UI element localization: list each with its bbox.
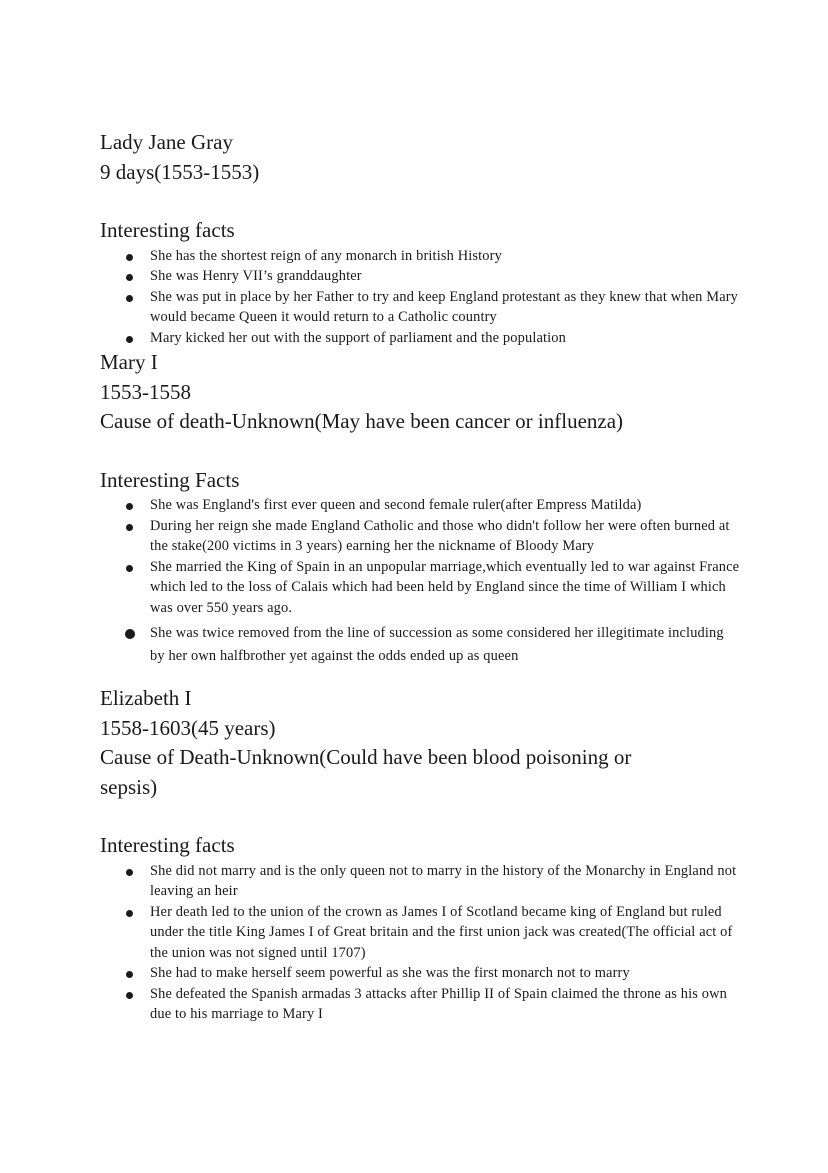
list-item: She has the shortest reign of any monarch in british History: [100, 246, 740, 267]
list-item: She had to make herself seem powerful as she was the first monarch not to marry: [100, 963, 740, 984]
bullet-icon: [126, 869, 133, 876]
bullet-icon: [126, 336, 133, 343]
section-lady-jane-gray: [100, 128, 740, 348]
facts-heading: Interesting facts: [100, 218, 235, 242]
list-item: She defeated the Spanish armadas 3 attacks after Phillip II of Spain claimed the throne as his own due to his marriage to Mary I: [100, 984, 740, 1025]
bullet-icon: [126, 274, 133, 281]
bullet-icon: [126, 565, 133, 572]
facts-list: [100, 861, 740, 1025]
monarch-name: Mary I: [100, 350, 158, 374]
cause-of-death: Cause of Death-Unknown(Could have been blood poisoning or sepsis): [100, 745, 632, 799]
facts-heading: Interesting facts: [100, 833, 235, 857]
bullet-icon: [126, 503, 133, 510]
facts-list: [100, 495, 740, 668]
reign-dates: 1553-1558: [100, 379, 191, 404]
list-item: Mary kicked her out with the support of parliament and the population: [100, 328, 740, 349]
spacer: [100, 668, 740, 684]
list-item: Her death led to the union of the crown as James I of Scotland became king of England but ruled under the title King James I of Great britain and the first union jack was created(The official act of the union was not signed until 1707): [100, 902, 740, 964]
bullet-icon: [126, 254, 133, 261]
cause-of-death: Cause of death-Unknown(May have been cancer or influenza): [100, 409, 624, 433]
reign-dates: 1558-1603(45 years): [100, 715, 276, 740]
spacer: [100, 437, 740, 466]
spacer: [100, 187, 740, 216]
section-elizabeth-i: [100, 684, 740, 1025]
facts-list: [100, 246, 740, 349]
bullet-icon: [126, 910, 133, 917]
bullet-icon: [126, 992, 133, 999]
list-item: She married the King of Spain in an unpopular marriage,which eventually led to war against France which led to the loss of Calais which had been held by England since the time of William I which was over 550 years ago.: [100, 557, 740, 619]
document-page: [100, 128, 740, 1025]
section-mary-i: [100, 348, 740, 668]
spacer: [100, 802, 740, 831]
list-item: She was twice removed from the line of succession as some considered her illegitimate including by her own halfbrother yet against the odds ended up as queen: [100, 618, 740, 668]
bullet-icon: [126, 295, 133, 302]
monarch-name: Elizabeth I: [100, 686, 192, 710]
list-item: She was Henry VII’s granddaughter: [100, 266, 740, 287]
list-item: She did not marry and is the only queen not to marry in the history of the Monarchy in England not leaving an heir: [100, 861, 740, 902]
list-item: She was England's first ever queen and second female ruler(after Empress Matilda): [100, 495, 740, 516]
list-item: She was put in place by her Father to try and keep England protestant as they knew that when Mary would became Queen it would return to a Catholic country: [100, 287, 740, 328]
bullet-icon: [126, 971, 133, 978]
reign-dates: 9 days(1553-1553): [100, 159, 260, 184]
list-item: During her reign she made England Catholic and those who didn't follow her were often burned at the stake(200 victims in 3 years) earning her the nickname of Bloody Mary: [100, 516, 740, 557]
monarch-name: Lady Jane Gray: [100, 130, 233, 154]
facts-heading: Interesting Facts: [100, 467, 240, 492]
bullet-icon: [126, 524, 133, 531]
bullet-icon: [125, 629, 135, 639]
